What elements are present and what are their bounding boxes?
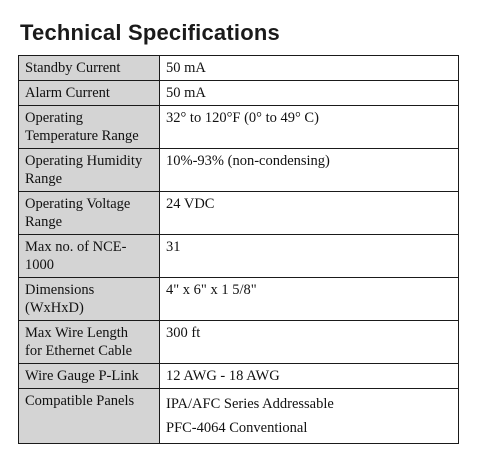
- table-row: [19, 389, 459, 444]
- spec-label-operating-humidity: Operating Humidity Range: [19, 149, 160, 192]
- table-row: [19, 81, 459, 106]
- table-row: [19, 321, 459, 364]
- spec-label-alarm-current: Alarm Current: [19, 81, 160, 106]
- spec-value-max-nce: 31: [160, 235, 459, 278]
- table-row: [19, 106, 459, 149]
- spec-value-compatible-panels: IPA/AFC Series Addressable PFC-4064 Conventional: [160, 389, 459, 444]
- table-row: [19, 235, 459, 278]
- spec-value-operating-temperature: 32° to 120°F (0° to 49° C): [160, 106, 459, 149]
- table-row: [19, 192, 459, 235]
- spec-value-max-wire-length: 300 ft: [160, 321, 459, 364]
- spec-label-operating-temperature: Operating Temperature Range: [19, 106, 160, 149]
- table-row: [19, 149, 459, 192]
- table-row: [19, 278, 459, 321]
- spec-label-max-nce: Max no. of NCE- 1000: [19, 235, 160, 278]
- page-title: Technical Specifications: [20, 20, 280, 45]
- spec-value-wire-gauge: 12 AWG - 18 AWG: [160, 364, 459, 389]
- spec-label-max-wire-length: Max Wire Length for Ethernet Cable: [19, 321, 160, 364]
- spec-label-wire-gauge: Wire Gauge P-Link: [19, 364, 160, 389]
- spec-value-alarm-current: 50 mA: [160, 81, 459, 106]
- table-row: [19, 56, 459, 81]
- spec-value-operating-humidity: 10%-93% (non-condensing): [160, 149, 459, 192]
- spec-label-operating-voltage: Operating Voltage Range: [19, 192, 160, 235]
- spec-table: [18, 55, 459, 444]
- spec-value-standby-current: 50 mA: [160, 56, 459, 81]
- spec-label-compatible-panels: Compatible Panels: [19, 389, 160, 444]
- spec-value-dimensions: 4" x 6" x 1 5/8": [160, 278, 459, 321]
- spec-label-dimensions: Dimensions (WxHxD): [19, 278, 160, 321]
- spec-value-operating-voltage: 24 VDC: [160, 192, 459, 235]
- spec-label-standby-current: Standby Current: [19, 56, 160, 81]
- table-row: [19, 364, 459, 389]
